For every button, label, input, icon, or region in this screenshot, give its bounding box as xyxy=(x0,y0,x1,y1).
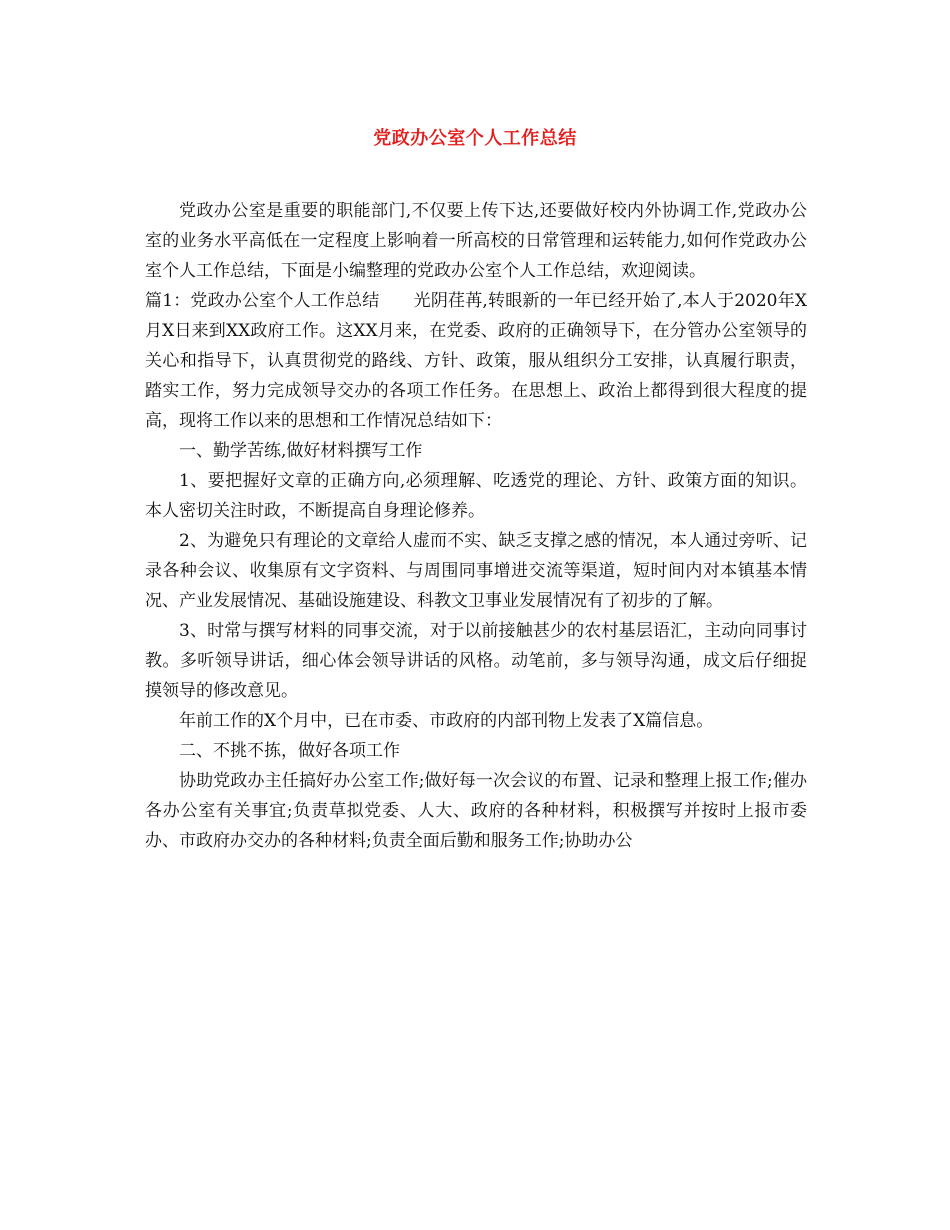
intro-paragraph: 党政办公室是重要的职能部门,不仅要上传下达,还要做好校内外协调工作,党政办公室的业务水平高低在一定程度上影响着一所高校的日常管理和运转能力,如何作党政办公室个人工作总结，下面是小编整理的党政办公室个人工作总结，欢迎阅读。 xyxy=(145,201,807,281)
chapter-paragraph xyxy=(145,286,807,436)
chapter-intro-text: 光阴荏苒,转眼新的一年已经开始了,本人于2020年X月X日来到XX政府工作。这XX月来，在党委、政府的正确领导下，在分管办公室领导的关心和指导下，认真贯彻党的路线、方针、政策，服从组织分工安排，认真履行职责，踏实工作，努力完成领导交办的各项工作任务。在思想上、政治上都得到很大程度的提高，现将工作以来的思想和工作情况总结如下： xyxy=(145,291,807,431)
section-heading-2: 二、不挑不拣，做好各项工作 xyxy=(179,741,400,761)
duties-paragraph: 协助党政办主任搞好办公室工作;做好每一次会议的布置、记录和整理上报工作;催办各办公室有关事宜;负责草拟党委、人大、政府的各种材料，积极撰写并按时上报市委办、市政府办交办的各种材料;负责全面后勤和服务工作;协助办公 xyxy=(145,771,807,851)
list-item-2: 2、为避免只有理论的文章给人虚而不实、缺乏支撑之感的情况，本人通过旁听、记录各种会议、收集原有文字资料、与周围同事增进交流等渠道，短时间内对本镇基本情况、产业发展情况、基础设施建设、科教文卫事业发展情况有了初步的了解。 xyxy=(145,531,807,611)
summary-paragraph: 年前工作的X个月中，已在市委、市政府的内部刊物上发表了X篇信息。 xyxy=(179,711,714,731)
list-item-3: 3、时常与撰写材料的同事交流，对于以前接触甚少的农村基层语汇，主动向同事讨教。多听领导讲话，细心体会领导讲话的风格。动笔前，多与领导沟通，成文后仔细捉摸领导的修改意见。 xyxy=(145,621,807,701)
chapter-heading: 篇1：党政办公室个人工作总结 xyxy=(145,291,380,311)
document-title: 党政办公室个人工作总结 xyxy=(373,128,577,149)
list-item-1: 1、要把握好文章的正确方向,必须理解、吃透党的理论、方针、政策方面的知识。本人密切关注时政，不断提高自身理论修养。 xyxy=(145,471,807,521)
section-heading-1: 一、勤学苦练,做好材料撰写工作 xyxy=(179,441,423,461)
document-body xyxy=(145,196,807,856)
